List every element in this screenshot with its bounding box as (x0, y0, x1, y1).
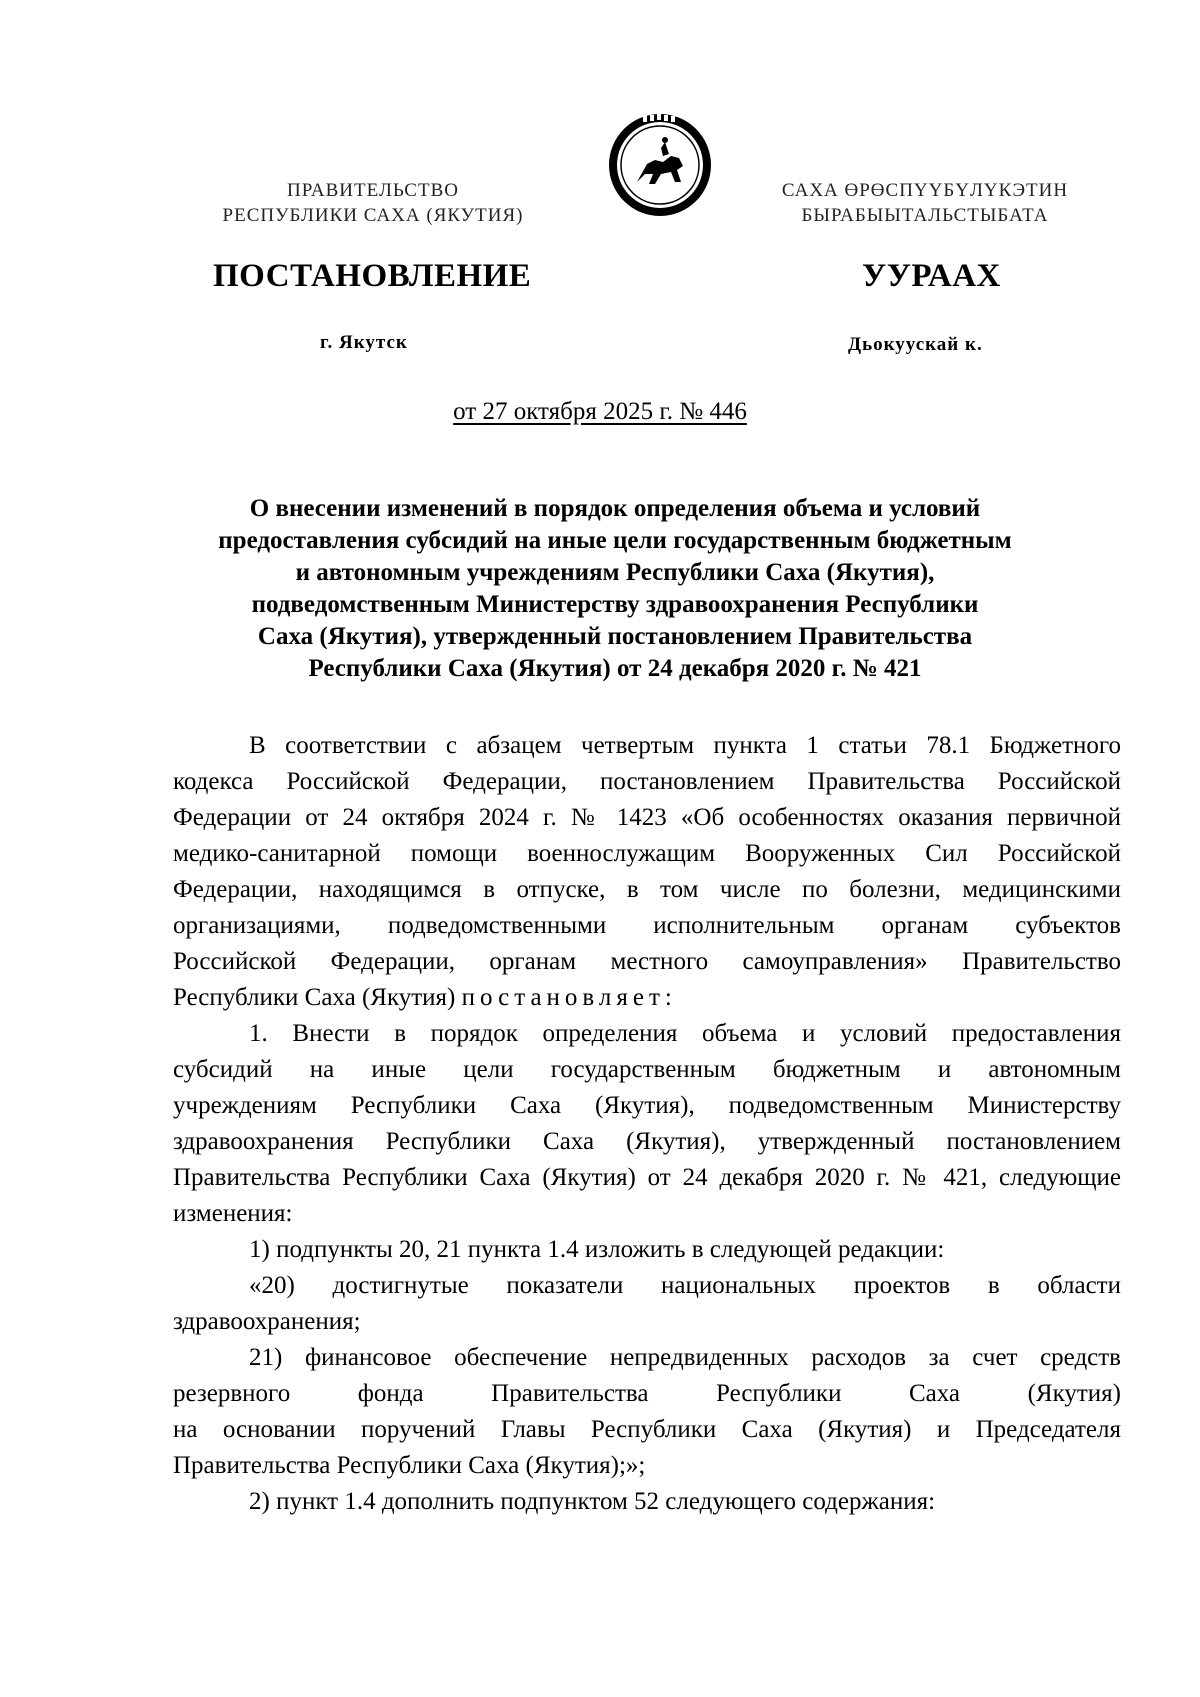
doc-type-ru: ПОСТАНОВЛЕНИЕ (213, 258, 532, 294)
body-line: Российской Федерации, органам местного самоуправления» Правительство (173, 948, 1121, 975)
document-subject (175, 493, 1055, 685)
item-1-paragraph (173, 1016, 1121, 1232)
org-name-sah-line-2: БЫРАБЫЫТАЛЬСТЫБАТА (801, 205, 1049, 226)
quote-item-21 (173, 1340, 1121, 1484)
body-line: Федерации, находящимся в отпуске, в том числе по болезни, медицинскими (173, 876, 1121, 903)
body-line: субсидий на иные цели государственным бюджетным и автономным (173, 1056, 1121, 1083)
subject-line: подведомственным Министерству здравоохранения Республики (251, 591, 979, 618)
subject-line: Республики Саха (Якутия) от 24 декабря 2020 г. № 421 (308, 655, 922, 682)
body-line (173, 980, 1121, 1016)
sakha-emblem-icon (607, 112, 713, 218)
body-line: Правительства Республики Саха (Якутия) от 24 декабря 2020 г. № 421, следующие (173, 1164, 1121, 1191)
document-date-number (0, 398, 1200, 426)
subject-line: и автономным учреждениям Республики Саха (Якутия), (295, 559, 935, 586)
body-line: «20) достигнутые показатели национальных проектов в области (249, 1272, 1121, 1299)
body-line: учреждениям Республики Саха (Якутия), подведомственным Министерству (173, 1092, 1121, 1119)
city-sah: Дьокуускай к. (848, 334, 983, 355)
resolves-word: постановляет: (461, 984, 677, 1011)
document-body (173, 728, 1121, 1520)
body-line: на основании поручений Главы Республики Саха (Якутия) и Председателя (173, 1416, 1121, 1443)
body-line: В соответствии с абзацем четвертым пункта 1 статьи 78.1 Бюджетного (249, 732, 1121, 759)
body-line: здравоохранения Республики Саха (Якутия), утвержденный постановлением (173, 1128, 1121, 1155)
org-name-ru-line-2: РЕСПУБЛИКИ САХА (ЯКУТИЯ) (222, 205, 524, 226)
date-number-text: от 27 октября 2025 г. № 446 (453, 398, 747, 425)
body-line: организациями, подведомственными исполнительным органам субъектов (173, 912, 1121, 939)
doc-type-sah: УУРААХ (862, 258, 1001, 294)
org-name-ru (183, 178, 563, 228)
body-line: кодекса Российской Федерации, постановлением Правительства Российской (173, 768, 1121, 795)
body-line: 21) финансовое обеспечение непредвиденных расходов за счет средств (249, 1344, 1121, 1371)
preamble-last-text: Республики Саха (Якутия) (173, 984, 456, 1011)
org-name-ru-line-1: ПРАВИТЕЛЬСТВО (287, 180, 459, 201)
body-line: резервного фонда Правительства Республики Саха (Якутия) (173, 1380, 1121, 1407)
subject-line: О внесении изменений в порядок определения объема и условий (249, 495, 981, 522)
subject-line: предоставления субсидий на иные цели государственным бюджетным (218, 527, 1012, 554)
quote-item-20 (173, 1268, 1121, 1340)
body-line: здравоохранения; (173, 1308, 361, 1335)
org-name-sah-line-1: САХА ӨРӨСПҮҮБҮЛҮКЭТИН (781, 180, 1069, 201)
subject-line: Саха (Якутия), утвержденный постановлением Правительства (257, 623, 973, 650)
subitem-2: 2) пункт 1.4 дополнить подпунктом 52 следующего содержания: (249, 1488, 936, 1515)
body-line: Правительства Республики Саха (Якутия);»; (173, 1452, 646, 1479)
body-line: изменения: (173, 1200, 293, 1227)
city-ru: г. Якутск (320, 332, 408, 353)
org-name-sah (735, 178, 1115, 228)
body-line: Федерации от 24 октября 2024 г. № 1423 «Об особенностях оказания первичной (173, 804, 1121, 831)
body-line: 1. Внести в порядок определения объема и условий предоставления (249, 1020, 1121, 1047)
subitem-1: 1) подпункты 20, 21 пункта 1.4 изложить в следующей редакции: (249, 1236, 945, 1263)
preamble-paragraph (173, 728, 1121, 1016)
body-line: медико-санитарной помощи военнослужащим Вооруженных Сил Российской (173, 840, 1121, 867)
